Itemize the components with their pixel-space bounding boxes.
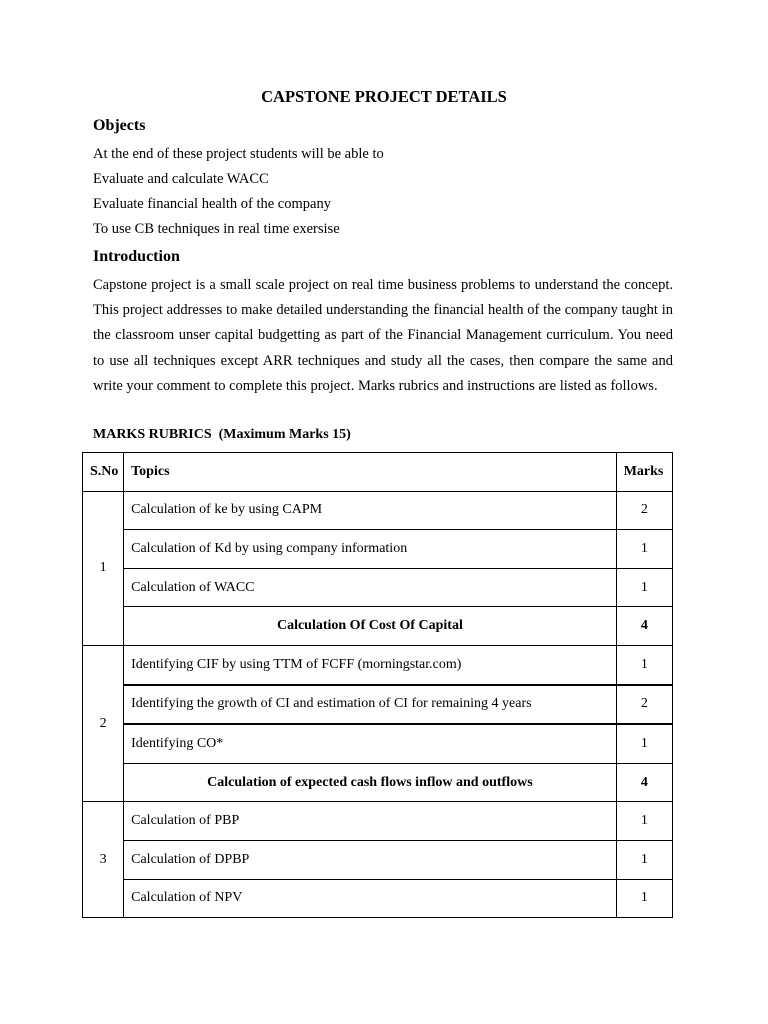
introduction-paragraph: Capstone project is a small scale project on real time business problems to understand the concept. This project addresses to make detailed understanding the financial health of the company taught in the classroom unser capital budgetting as part of the Financial Management curriculum. You need to use all techniques except ARR techniques and study all the cases, then compare the same and write your comment to complete this project. Marks rubrics and instructions are listed as follows. [93,277,673,394]
table-row [83,530,673,569]
column-header-marks: Marks [616,453,672,492]
subtotal-topic-cell: Calculation of expected cash flows inflow and outflows [124,763,617,802]
table-row [83,879,673,918]
marks-cell: 1 [616,568,672,607]
table-row [83,802,673,841]
marks-cell: 2 [616,491,672,530]
marks-rubrics-table [82,452,673,918]
column-header-topics: Topics [124,453,617,492]
sno-cell: 1 [83,491,124,645]
subtotal-row [83,763,673,802]
topic-cell: Calculation of NPV [124,879,617,918]
sno-cell: 3 [83,802,124,918]
subtotal-row [83,607,673,646]
objects-heading: Objects [93,117,146,134]
subtotal-topic-cell: Calculation Of Cost Of Capital [124,607,617,646]
topic-cell: Calculation of WACC [124,568,617,607]
subtotal-marks-cell: 4 [616,607,672,646]
marks-cell: 1 [616,802,672,841]
table-row [83,685,673,725]
topic-cell: Calculation of ke by using CAPM [124,491,617,530]
marks-cell: 1 [616,645,672,684]
page-title: CAPSTONE PROJECT DETAILS [261,87,507,106]
introduction-heading: Introduction [93,248,180,265]
table-row [83,568,673,607]
topic-cell: Identifying CIF by using TTM of FCFF (morningstar.com) [124,645,617,684]
topic-cell: Identifying CO* [124,724,617,763]
marks-cell: 1 [616,840,672,879]
table-row [83,724,673,763]
marks-cell: 2 [616,685,672,725]
topic-cell: Identifying the growth of CI and estimation of CI for remaining 4 years [124,685,617,725]
objects-line: Evaluate financial health of the company [93,196,331,212]
rubrics-heading: MARKS RUBRICS (Maximum Marks 15) [93,427,351,442]
objects-line: To use CB techniques in real time exersise [93,221,340,237]
marks-cell: 1 [616,879,672,918]
topic-cell: Calculation of Kd by using company information [124,530,617,569]
objects-line: At the end of these project students will be able to [93,146,384,162]
table-row [83,840,673,879]
objects-line: Evaluate and calculate WACC [93,171,269,187]
topic-cell: Calculation of PBP [124,802,617,841]
subtotal-marks-cell: 4 [616,763,672,802]
table-row [83,491,673,530]
marks-cell: 1 [616,724,672,763]
table-header-row [83,453,673,492]
marks-cell: 1 [616,530,672,569]
table-row [83,645,673,684]
column-header-sno: S.No [83,453,124,492]
topic-cell: Calculation of DPBP [124,840,617,879]
sno-cell: 2 [83,645,124,801]
